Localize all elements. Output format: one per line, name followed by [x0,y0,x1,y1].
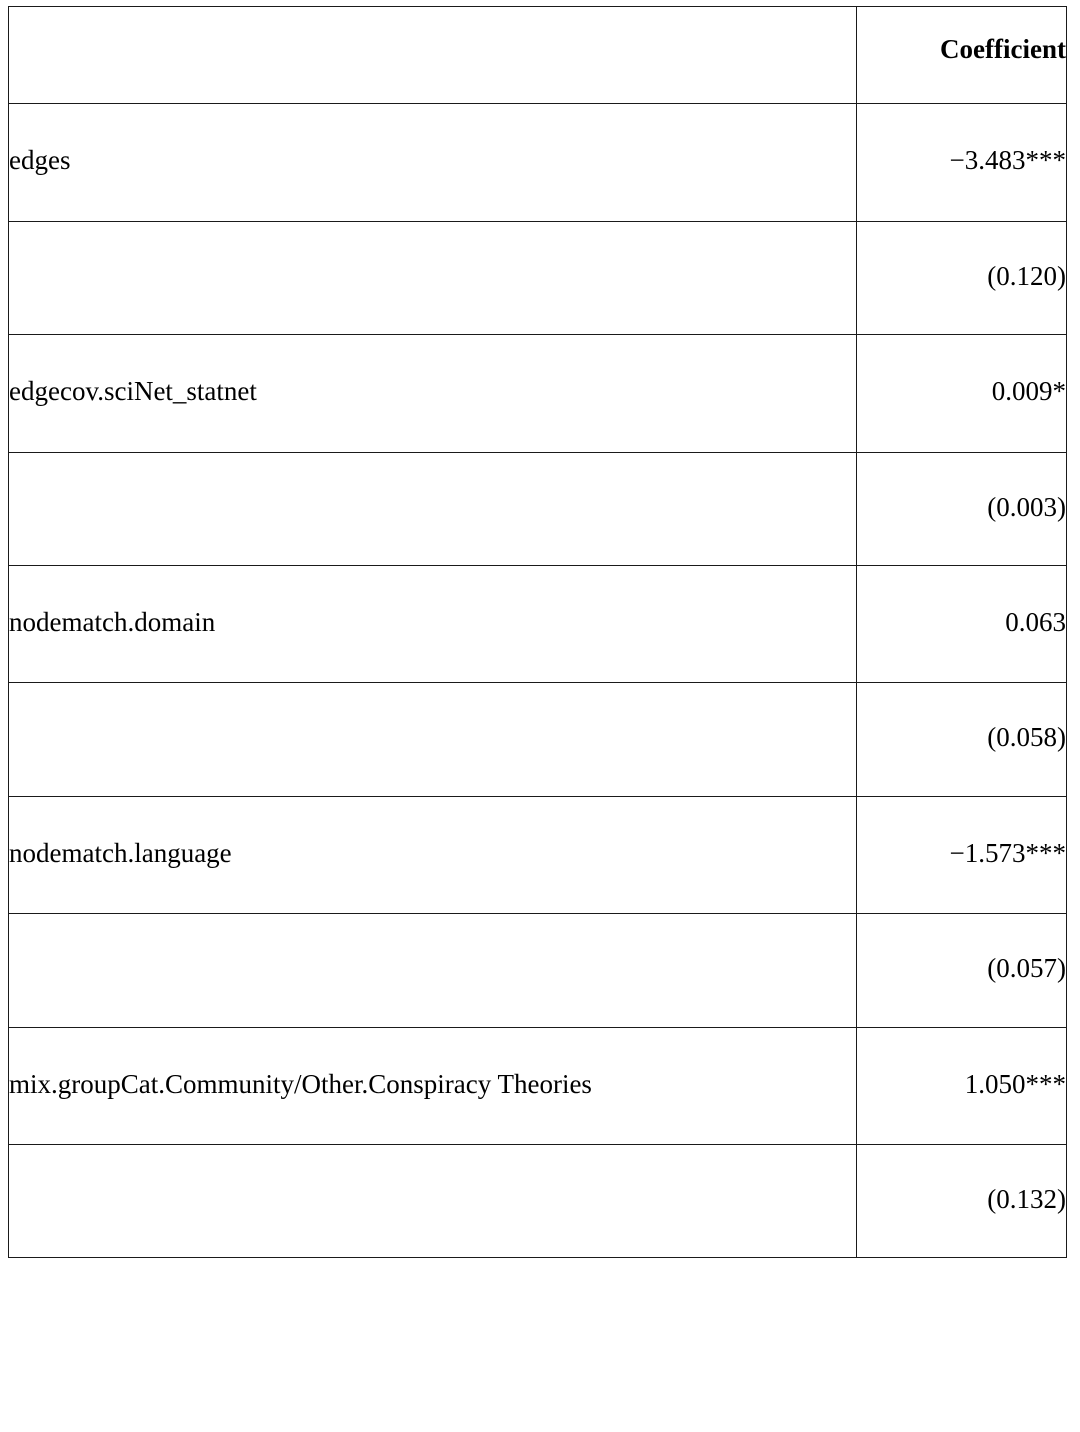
column-header-term [9,7,857,104]
term-label [9,452,857,565]
coefficient-value: −1.573*** [857,796,1067,913]
table-row [9,683,1067,796]
std-error-value: (0.132) [857,1144,1067,1257]
term-label [9,1144,857,1257]
term-label: nodematch.domain [9,565,857,682]
term-label [9,683,857,796]
table-row [9,565,1067,682]
table-header-row [9,7,1067,104]
term-label: mix.groupCat.Community/Other.Conspiracy Theories [9,1027,857,1144]
table-row [9,796,1067,913]
term-label [9,914,857,1027]
term-label [9,221,857,334]
std-error-value: (0.120) [857,221,1067,334]
coefficient-value: 1.050*** [857,1027,1067,1144]
table-body [9,7,1067,1258]
coefficient-value: 0.063 [857,565,1067,682]
table-row [9,914,1067,1027]
std-error-value: (0.058) [857,683,1067,796]
coefficient-value: 0.009* [857,335,1067,452]
term-label: edges [9,104,857,221]
table-row [9,452,1067,565]
table-row [9,104,1067,221]
term-label: edgecov.sciNet_statnet [9,335,857,452]
table-row [9,1027,1067,1144]
table-row [9,335,1067,452]
std-error-value: (0.003) [857,452,1067,565]
table-row [9,221,1067,334]
document-page [0,6,1080,1432]
table-row [9,1144,1067,1257]
regression-results-table [8,6,1067,1258]
std-error-value: (0.057) [857,914,1067,1027]
term-label: nodematch.language [9,796,857,913]
column-header-coefficient: Coefficient [857,7,1067,104]
coefficient-value: −3.483*** [857,104,1067,221]
